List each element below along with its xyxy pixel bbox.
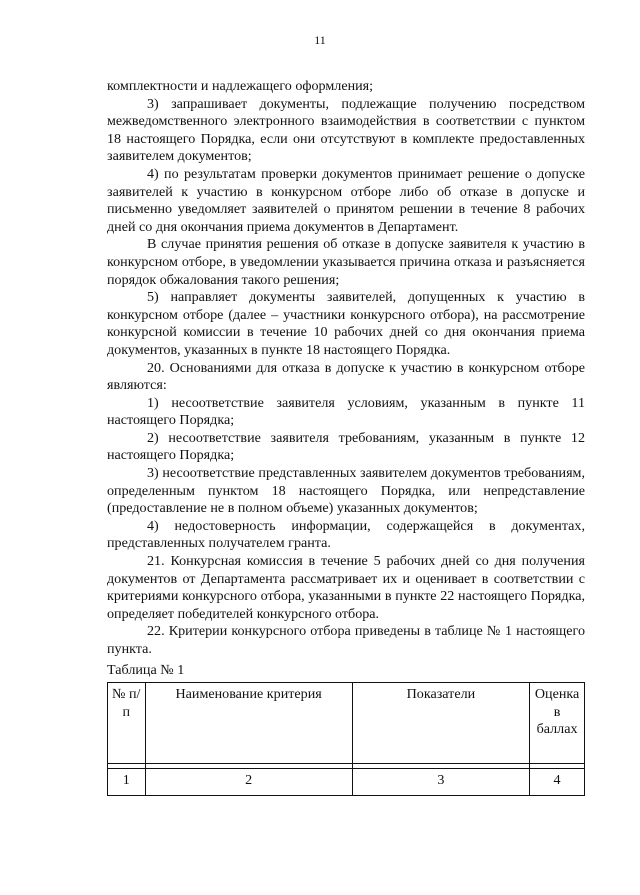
paragraph-refusal-case: В случае принятия решения об отказе в допуске заявителя к участию в конкурсном отборе, в уведомлении указывается причина отказа и разъясняется порядок обжалования такого решения; <box>107 236 585 288</box>
page-number: 11 <box>314 33 326 47</box>
column-number-1: 1 <box>108 769 146 796</box>
paragraph-21: 21. Конкурсная комиссия в течение 5 рабочих дней со дня получения документов от Департамента рассматривает их и оценивает в соответствии с критериями конкурсного отбора, указанными в пункте 22 настоящего Порядка, определяет победителей конкурсного отбора. <box>107 553 585 622</box>
table-caption: Таблица № 1 <box>107 661 185 678</box>
paragraph-20-1: 1) несоответствие заявителя условиям, указанным в пункте 11 настоящего Порядка; <box>107 394 585 429</box>
header-score: Оценка в баллах <box>530 683 585 764</box>
paragraph-completeness: комплектности и надлежащего оформления; <box>107 78 374 94</box>
header-criterion-name: Наименование критерия <box>145 683 352 764</box>
paragraph-item-3: 3) запрашивает документы, подлежащие получению посредством межведомственного электронного взаимодействия в соответствии с пунктом 18 настоящего Порядка, если они отсутствуют в комплекте предоставленных заявителем документов; <box>107 95 585 165</box>
table-row <box>108 769 585 796</box>
paragraph-20: 20. Основаниями для отказа в допуске к участию в конкурсном отборе являются: <box>107 359 585 394</box>
criteria-table <box>107 682 585 796</box>
paragraph-20-3: 3) несоответствие представленных заявителем документов требованиям, определенным пунктом 18 настоящего Порядка, или непредставление (предоставление не в полном объеме) указанных документов; <box>107 465 585 517</box>
column-number-2: 2 <box>145 769 352 796</box>
header-number: № п/п <box>108 683 146 764</box>
paragraph-item-4: 4) по результатам проверки документов принимает решение о допуске заявителей к участию в конкурсном отборе либо об отказе в допуске и письменно уведомляет заявителей о принятом решении в течение 8 рабочих дней со дня окончания приема документов в Департамент. <box>107 165 585 235</box>
column-number-3: 3 <box>352 769 529 796</box>
document-body <box>107 78 585 796</box>
paragraph-20-4: 4) недостоверность информации, содержащейся в документах, представленных получателем гранта. <box>107 517 585 552</box>
column-number-4: 4 <box>530 769 585 796</box>
header-indicators: Показатели <box>352 683 529 764</box>
paragraph-22: 22. Критерии конкурсного отбора приведены в таблице № 1 настоящего пункта. <box>107 623 585 657</box>
table-header-row <box>108 683 585 764</box>
paragraph-20-2: 2) несоответствие заявителя требованиям, указанным в пункте 12 настоящего Порядка; <box>107 429 585 464</box>
paragraph-item-5: 5) направляет документы заявителей, допущенных к участию в конкурсном отборе (далее – участники конкурсного отбора), на рассмотрение конкурсной комиссии в течение 10 рабочих дней со дня окончания приема документов, указанных в пункте 18 настоящего Порядка. <box>107 289 585 358</box>
